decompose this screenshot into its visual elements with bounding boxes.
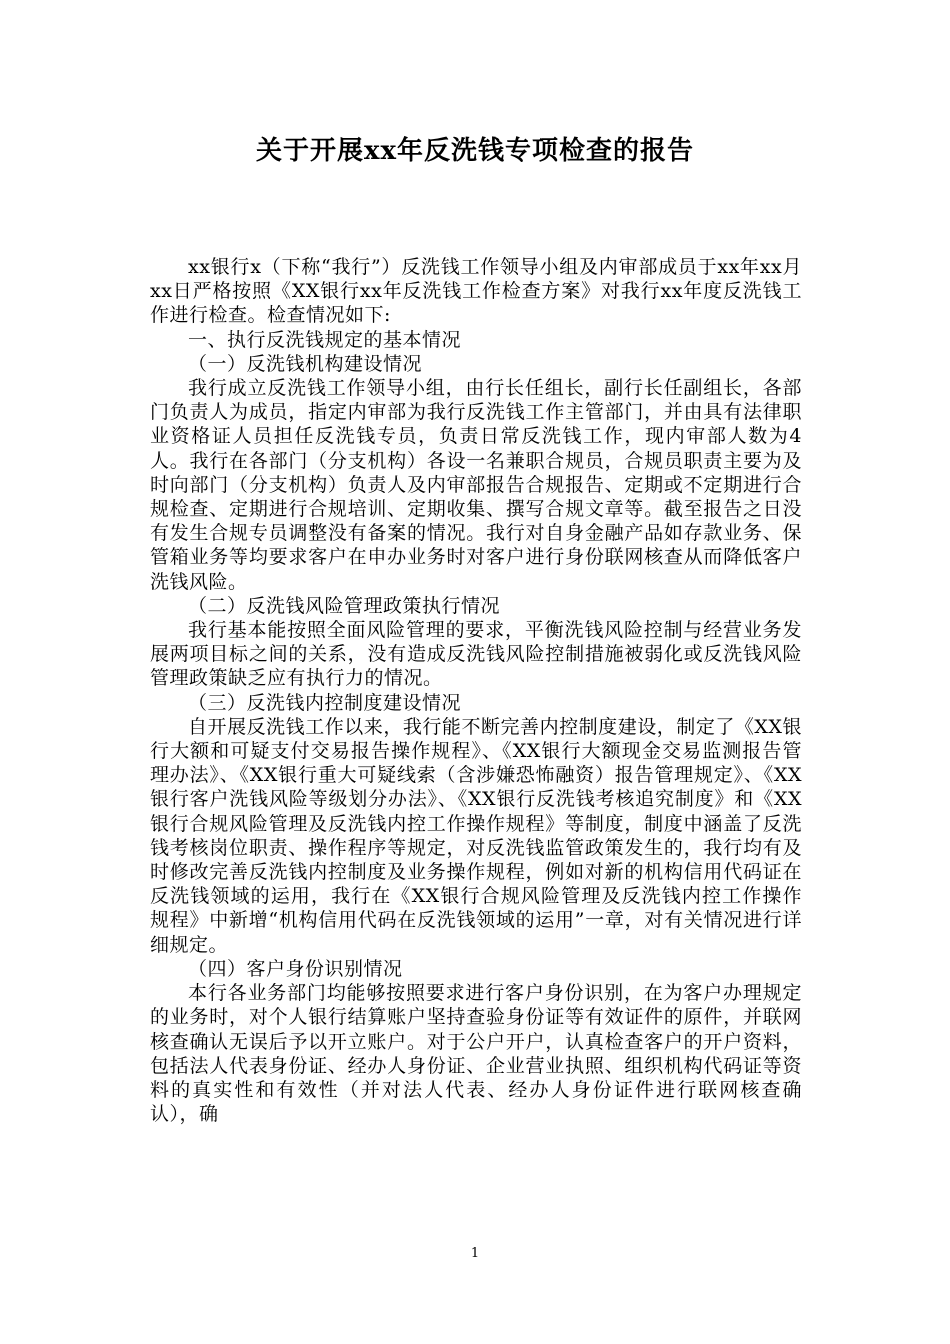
document-title: 关于开展xx年反洗钱专项检查的报告: [255, 136, 694, 166]
section-heading-1: 一、执行反洗钱规定的基本情况: [188, 328, 462, 351]
paragraph-internal-control: 自开展反洗钱工作以来，我行能不断完善内控制度建设，制定了《XX银行大额和可疑支付交易报告操作规程》、《XX银行大额现金交易监测报告管理办法》、《XX银行重大可疑线索（含涉嫌恐怖融资）报告管理规定》、《XX银行客户洗钱风险等级划分办法》、《XX银行反洗钱考核追究制度》和《XX银行合规风险管理及反洗钱内控工作操作规程》等制度，制度中涵盖了反洗钱考核岗位职责、操作程序等规定，对反洗钱监管政策发生的，我行均有及时修改完善反洗钱内控制度及业务操作规程，例如对新的机构信用代码证在反洗钱领域的运用，我行在《XX银行合规风险管理及反洗钱内控工作操作规程》中新增“机构信用代码在反洗钱领域的运用”一章，对有关情况进行详细规定。: [150, 715, 802, 956]
document-body: [150, 255, 802, 1126]
subsection-heading-1: （一）反洗钱机构建设情况: [188, 352, 423, 375]
paragraph-customer-id: 本行各业务部门均能够按照要求进行客户身份识别，在为客户办理规定的业务时，对个人银行结算账户坚持查验身份证等有效证件的原件，并联网核查确认无误后予以开立账户。对于公户开户，认真检查客户的开户资料，包括法人代表身份证、经办人身份证、企业营业执照、组织机构代码证等资料的真实性和有效性（并对法人代表、经办人身份证件进行联网核查确认），确: [150, 982, 802, 1126]
paragraph-intro: xx银行x（下称“我行”）反洗钱工作领导小组及内审部成员于xx年xx月xx日严格按照《XX银行xx年反洗钱工作检查方案》对我行xx年度反洗钱工作进行检查。检查情况如下:: [150, 256, 802, 327]
subsection-heading-2: （二）反洗钱风险管理政策执行情况: [188, 594, 501, 617]
subsection-heading-4: （四）客户身份识别情况: [188, 957, 403, 980]
page-number: 1: [470, 1246, 480, 1261]
paragraph-organization: 我行成立反洗钱工作领导小组，由行长任组长，副行长任副组长，各部门负责人为成员，指定内审部为我行反洗钱工作主管部门，并由具有法律职业资格证人员担任反洗钱专员，负责日常反洗钱工作，现内审部人数为4人。我行在各部门（分支机构）各设一名兼职合规员，合规员职责主要为及时向部门（分支机构）负责人及内审部报告合规报告、定期或不定期进行合规检查、定期进行合规培训、定期收集、撰写合规文章等。截至报告之日没有发生合规专员调整没有备案的情况。我行对自身金融产品如存款业务、保管箱业务等均要求客户在申办业务时对客户进行身份联网核查从而降低客户洗钱风险。: [150, 377, 802, 593]
subsection-heading-3: （三）反洗钱内控制度建设情况: [188, 691, 462, 714]
paragraph-risk-policy: 我行基本能按照全面风险管理的要求，平衡洗钱风险控制与经营业务发展两项目标之间的关系，没有造成反洗钱风险控制措施被弱化或反洗钱风险管理政策缺乏应有执行力的情况。: [150, 619, 802, 690]
